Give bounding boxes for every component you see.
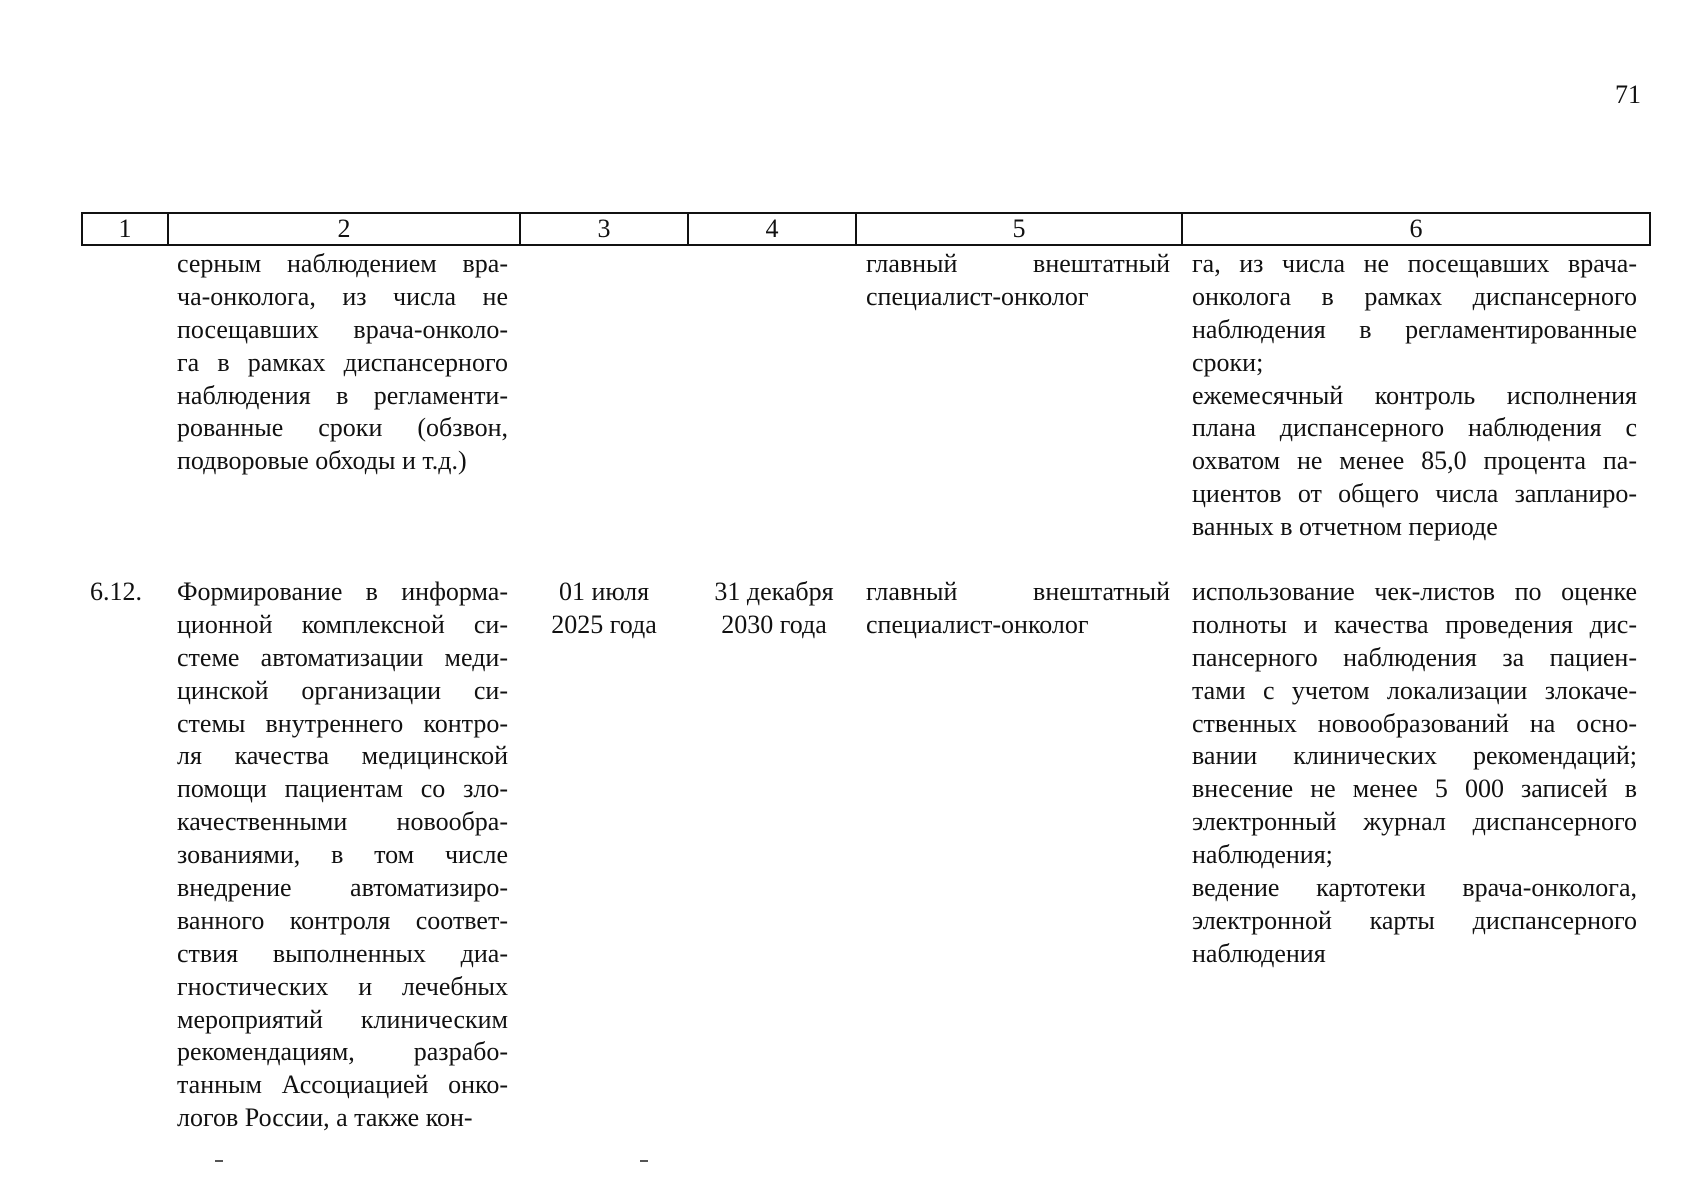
text-line: специалист-онколог — [866, 281, 1089, 311]
text-line: наблюдения в регламенти- — [177, 380, 508, 410]
header-row — [82, 213, 1650, 245]
text-line: стеме автоматизации меди- — [177, 642, 508, 672]
text-line: мероприятий клиническим — [177, 1004, 508, 1034]
text-line: помощи пациентам со зло- — [177, 774, 508, 804]
text-line: циентов от общего числа запланиро- — [1192, 479, 1637, 509]
text-line: специалист-онколог — [866, 609, 1089, 639]
text-line: внесение не менее 5 000 записей в — [1192, 774, 1637, 804]
text-line: сроки; — [1192, 347, 1264, 377]
text-line: тами с учетом локализации злокаче- — [1192, 675, 1637, 705]
header-col-2: 2 — [168, 213, 520, 245]
text-line: электронной карты диспансерного — [1192, 905, 1637, 935]
text-line: 01 июля — [558, 577, 650, 606]
text-line: онколога в рамках диспансерного — [1192, 281, 1637, 311]
text-line: ведение картотеки врача-онколога, — [1192, 873, 1637, 903]
text-line: наблюдения; — [1192, 840, 1333, 870]
text-line: ванных в отчетном периоде — [1192, 512, 1498, 542]
text-line: ча-онколога, из числа не — [177, 281, 508, 311]
row-continued-activity — [177, 248, 508, 478]
row-continued-result — [1192, 248, 1637, 544]
row-6-12-activity — [177, 576, 508, 1135]
header-col-6: 6 — [1182, 213, 1650, 245]
text-line: использование чек-листов по оценке — [1192, 577, 1637, 606]
text-line: электронный журнал диспансерного — [1192, 807, 1637, 837]
text-line: полноты и качества проведения дис- — [1192, 609, 1637, 639]
table-header — [81, 212, 1651, 246]
text-line: га, из числа не посещавших врача- — [1192, 249, 1637, 278]
row-6-12-end-date — [706, 576, 842, 642]
text-line: 2025 года — [551, 609, 657, 639]
text-line: посещавших врача-онколо- — [177, 314, 508, 344]
scan-mark — [215, 1160, 223, 1162]
header-col-5: 5 — [856, 213, 1182, 245]
row-6-12-responsible — [866, 576, 1170, 642]
header-col-3: 3 — [520, 213, 688, 245]
row-6-12-number — [90, 576, 150, 609]
text-line: ционной комплексной си- — [177, 609, 508, 639]
text-line: подворовые обходы и т.д.) — [177, 446, 467, 476]
text-line: га в рамках диспансерного — [177, 347, 508, 377]
text-line: главный внештатный — [866, 249, 1170, 278]
row-6-12-result — [1192, 576, 1637, 971]
text-line: 2030 года — [721, 609, 827, 639]
text-line: наблюдения в регламентированные — [1192, 314, 1637, 344]
page-number: 71 — [1615, 80, 1641, 109]
text-line: Формирование в информа- — [177, 577, 508, 606]
text-line: пансерного наблюдения за пациен- — [1192, 642, 1637, 672]
text-line: ванного контроля соответ- — [177, 905, 508, 935]
text-line: внедрение автоматизиро- — [177, 873, 508, 903]
text-line: охватом не менее 85,0 процента па- — [1192, 446, 1637, 476]
header-col-4: 4 — [688, 213, 856, 245]
text-line: вании клинических рекомендаций; — [1192, 741, 1637, 771]
text-line: качественными новообра- — [177, 807, 508, 837]
text-line: гностических и лечебных — [177, 971, 508, 1001]
text-line: плана диспансерного наблюдения с — [1192, 413, 1637, 443]
text-line: наблюдения — [1192, 938, 1326, 968]
text-line: цинской организации си- — [177, 675, 508, 705]
text-line: ственных новообразований на осно- — [1192, 708, 1637, 738]
text-line: рекомендациям, разрабо- — [177, 1037, 508, 1067]
row-number: 6.12. — [90, 577, 142, 606]
text-line: главный внештатный — [866, 577, 1170, 606]
text-line: серным наблюдением вра- — [177, 249, 508, 278]
text-line: стемы внутреннего контро- — [177, 708, 508, 738]
scan-mark — [640, 1160, 648, 1162]
text-line: логов России, а также кон- — [177, 1103, 473, 1133]
text-line: танным Ассоциацией онко- — [177, 1070, 508, 1100]
row-6-12-start-date — [542, 576, 666, 642]
text-line: зованиями, в том числе — [177, 840, 508, 870]
header-col-1: 1 — [82, 213, 168, 245]
text-line: ствия выполненных диа- — [177, 938, 508, 968]
text-line: ля качества медицинской — [177, 741, 508, 771]
text-line: рованные сроки (обзвон, — [177, 413, 508, 443]
row-continued-responsible — [866, 248, 1170, 314]
text-line: ежемесячный контроль исполнения — [1192, 380, 1637, 410]
text-line: 31 декабря — [714, 577, 834, 606]
